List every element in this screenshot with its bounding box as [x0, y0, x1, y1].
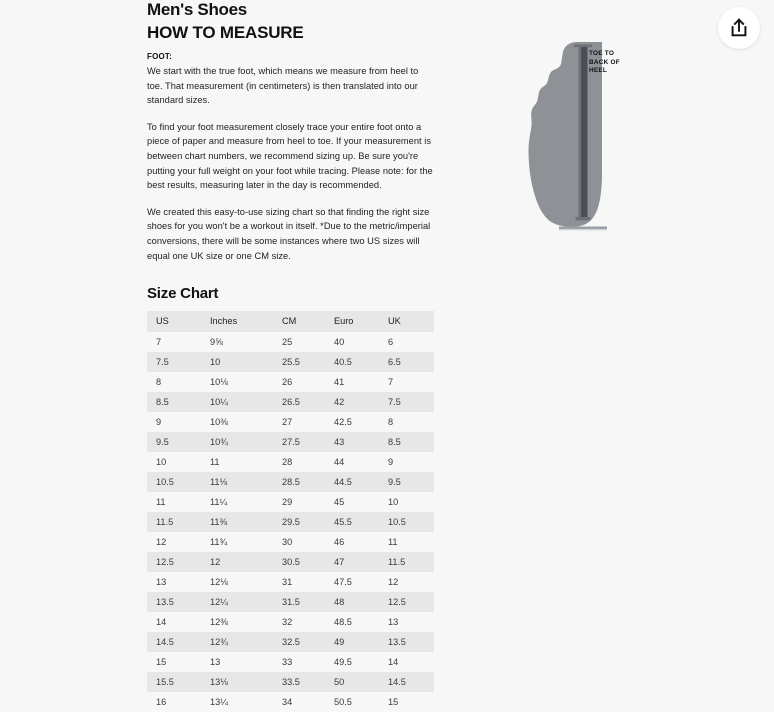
table-row: [147, 532, 434, 552]
share-button[interactable]: [718, 7, 760, 49]
cell-euro: 49.5: [325, 652, 379, 672]
cell-euro: 45: [325, 492, 379, 512]
table-row: [147, 552, 434, 572]
cell-euro: 47.5: [325, 572, 379, 592]
section-label-foot: FOOT:: [147, 52, 172, 61]
cell-inches: 11: [201, 452, 273, 472]
cell-uk: 7.5: [379, 392, 434, 412]
cell-uk: 8: [379, 412, 434, 432]
cell-euro: 50.5: [325, 692, 379, 712]
cell-inches: 10¼: [201, 392, 273, 412]
cell-us: 15.5: [147, 672, 201, 692]
size-chart-heading: Size Chart: [147, 285, 219, 303]
cell-euro: 42: [325, 392, 379, 412]
cell-inches: 9⅝: [201, 332, 273, 352]
share-icon: [728, 17, 750, 39]
cell-cm: 30: [273, 532, 325, 552]
paragraph-tracing-instructions: To find your foot measurement closely trace your entire foot onto a piece of paper and measure from heel to toe. If your measurement is between chart numbers, we recommend sizing up. Be sure you're putting your full weight on your foot while tracing. Please note: for the best results, measuring later in the day is recommended.: [147, 121, 433, 191]
cell-inches: 12¼: [201, 592, 273, 612]
cell-uk: 10.5: [379, 512, 434, 532]
cell-cm: 27.5: [273, 432, 325, 452]
column-header-inches: Inches: [201, 311, 273, 332]
cell-euro: 42.5: [325, 412, 379, 432]
table-row: [147, 332, 434, 352]
cell-euro: 48.5: [325, 612, 379, 632]
cell-us: 14.5: [147, 632, 201, 652]
cell-euro: 44.5: [325, 472, 379, 492]
cell-us: 8.5: [147, 392, 201, 412]
cell-us: 7: [147, 332, 201, 352]
column-header-euro: Euro: [325, 311, 379, 332]
table-header-row: [147, 311, 434, 332]
page-title-how-to-measure: HOW TO MEASURE: [147, 23, 304, 42]
cell-cm: 31.5: [273, 592, 325, 612]
cell-uk: 6.5: [379, 352, 434, 372]
cell-us: 9: [147, 412, 201, 432]
cell-uk: 6: [379, 332, 434, 352]
cell-euro: 47: [325, 552, 379, 572]
cell-uk: 11: [379, 532, 434, 552]
cell-euro: 43: [325, 432, 379, 452]
cell-cm: 31: [273, 572, 325, 592]
cell-uk: 11.5: [379, 552, 434, 572]
table-row: [147, 412, 434, 432]
cell-cm: 27: [273, 412, 325, 432]
cell-uk: 13: [379, 612, 434, 632]
cell-cm: 26.5: [273, 392, 325, 412]
cell-cm: 25: [273, 332, 325, 352]
table-row: [147, 652, 434, 672]
cell-us: 12.5: [147, 552, 201, 572]
cell-us: 10.5: [147, 472, 201, 492]
cell-us: 11.5: [147, 512, 201, 532]
cell-cm: 33.5: [273, 672, 325, 692]
cell-uk: 12.5: [379, 592, 434, 612]
table-row: [147, 492, 434, 512]
cell-cm: 32: [273, 612, 325, 632]
cell-inches: 11⅛: [201, 472, 273, 492]
table-row: [147, 432, 434, 452]
cell-euro: 41: [325, 372, 379, 392]
cell-uk: 10: [379, 492, 434, 512]
cell-inches: 10⅛: [201, 372, 273, 392]
cell-inches: 10: [201, 352, 273, 372]
cell-euro: 45.5: [325, 512, 379, 532]
cell-uk: 12: [379, 572, 434, 592]
table-row: [147, 452, 434, 472]
table-row: [147, 572, 434, 592]
paragraph-sizing-chart-note: We created this easy-to-use sizing chart so that finding the right size shoes for you won't be a workout in itself. *Due to the metric/imperial conversions, there will be some instances where two US sizes will equal one UK size or one CM size.: [147, 206, 431, 261]
table-row: [147, 592, 434, 612]
cell-inches: 12: [201, 552, 273, 572]
measure-label: TOE TO BACK OF HEEL: [589, 50, 620, 75]
cell-cm: 29.5: [273, 512, 325, 532]
cell-cm: 32.5: [273, 632, 325, 652]
cell-inches: 13: [201, 652, 273, 672]
cell-us: 11: [147, 492, 201, 512]
page-title-gender: Men's Shoes: [147, 0, 247, 19]
cell-uk: 13.5: [379, 632, 434, 652]
cell-cm: 26: [273, 372, 325, 392]
table-row: [147, 392, 434, 412]
cell-cm: 30.5: [273, 552, 325, 572]
cell-us: 13.5: [147, 592, 201, 612]
table-row: [147, 352, 434, 372]
cell-cm: 25.5: [273, 352, 325, 372]
cell-uk: 9.5: [379, 472, 434, 492]
cell-inches: 10¾: [201, 432, 273, 452]
column-header-cm: CM: [273, 311, 325, 332]
cell-uk: 7: [379, 372, 434, 392]
size-chart-body: [147, 332, 434, 712]
cell-us: 14: [147, 612, 201, 632]
column-header-us: US: [147, 311, 201, 332]
cell-inches: 11¼: [201, 492, 273, 512]
cell-inches: 11⅜: [201, 512, 273, 532]
cell-cm: 28.5: [273, 472, 325, 492]
table-row: [147, 692, 434, 712]
table-row: [147, 612, 434, 632]
cell-cm: 34: [273, 692, 325, 712]
cell-euro: 46: [325, 532, 379, 552]
cell-cm: 29: [273, 492, 325, 512]
cell-us: 13: [147, 572, 201, 592]
cell-us: 12: [147, 532, 201, 552]
cell-us: 10: [147, 452, 201, 472]
table-row: [147, 472, 434, 492]
table-row: [147, 512, 434, 532]
size-chart-table: [147, 311, 434, 712]
cell-uk: 14: [379, 652, 434, 672]
cell-inches: 12⅛: [201, 572, 273, 592]
cell-us: 8: [147, 372, 201, 392]
cell-us: 7.5: [147, 352, 201, 372]
cell-euro: 40: [325, 332, 379, 352]
cell-inches: 12⅜: [201, 612, 273, 632]
cell-inches: 12¾: [201, 632, 273, 652]
cell-uk: 8.5: [379, 432, 434, 452]
cell-us: 9.5: [147, 432, 201, 452]
cell-uk: 15: [379, 692, 434, 712]
cell-euro: 40.5: [325, 352, 379, 372]
cell-cm: 33: [273, 652, 325, 672]
table-row: [147, 372, 434, 392]
cell-inches: 11¾: [201, 532, 273, 552]
table-row: [147, 632, 434, 652]
cell-euro: 50: [325, 672, 379, 692]
cell-us: 16: [147, 692, 201, 712]
cell-uk: 9: [379, 452, 434, 472]
table-row: [147, 672, 434, 692]
content-column: [147, 0, 434, 712]
cell-euro: 48: [325, 592, 379, 612]
cell-euro: 49: [325, 632, 379, 652]
cell-inches: 13¼: [201, 692, 273, 712]
cell-inches: 10⅜: [201, 412, 273, 432]
cell-uk: 14.5: [379, 672, 434, 692]
cell-inches: 13⅛: [201, 672, 273, 692]
cell-us: 15: [147, 652, 201, 672]
paragraph-foot-measurement: We start with the true foot, which means we measure from heel to toe. That measurement (in centimeters) is then translated into our standard sizes.: [147, 66, 419, 106]
column-header-uk: UK: [379, 311, 434, 332]
cell-euro: 44: [325, 452, 379, 472]
cell-cm: 28: [273, 452, 325, 472]
